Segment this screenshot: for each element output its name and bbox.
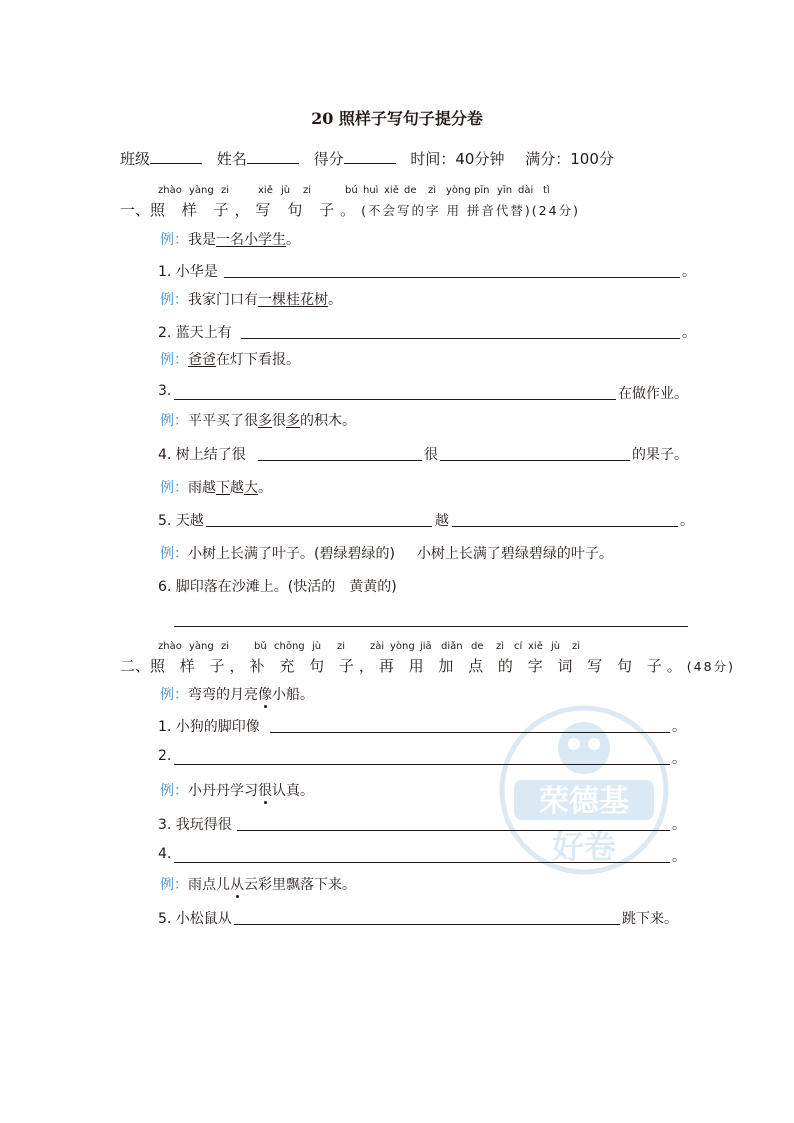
question-2-2	[158, 748, 171, 764]
example-4	[160, 410, 356, 430]
pinyin: jiā	[420, 641, 432, 652]
example-text: 的积木。	[300, 413, 356, 429]
example-text: 小树上长满了碧绿碧绿的叶子。	[416, 546, 613, 562]
example-text: 在灯下看报。	[216, 352, 300, 368]
question-1-4	[158, 444, 246, 464]
answer-line[interactable]	[174, 399, 616, 400]
pinyin: zhào	[158, 641, 182, 652]
answer-line[interactable]	[241, 338, 680, 339]
example-text: 。	[258, 480, 272, 496]
question-text: 6. 脚印落在沙滩上。(快活的 黄黄的)	[158, 579, 397, 595]
question-2-3	[158, 814, 232, 834]
example-underlined: 一名小学生	[216, 232, 286, 248]
example-text: 认真。	[272, 783, 314, 799]
pinyin: de	[471, 641, 484, 652]
answer-line[interactable]	[174, 862, 670, 863]
answer-line[interactable]	[452, 526, 678, 527]
example-label: 例：	[160, 877, 188, 893]
pinyin: jù	[281, 185, 291, 196]
pinyin: zi	[221, 185, 230, 196]
class-blank[interactable]	[150, 149, 202, 164]
question-1-5	[158, 510, 204, 530]
example-underlined: 多	[286, 413, 300, 429]
example-underlined: 多	[258, 413, 272, 429]
example-text: 。	[286, 232, 300, 248]
answer-line[interactable]	[440, 460, 630, 461]
example-label: 例：	[160, 783, 188, 799]
example-2-1	[160, 684, 314, 704]
question-1-2	[158, 322, 232, 342]
pinyin: xiě	[258, 185, 273, 196]
time-label: 时间：40分钟	[410, 150, 505, 168]
example-label: 例：	[160, 232, 188, 248]
example-text: 云彩里飘落下来。	[244, 877, 356, 893]
question-text: 1. 小华是	[158, 264, 218, 280]
pinyin: cí	[514, 641, 523, 652]
section-score: (24分)	[531, 203, 580, 218]
question-text: 2. 蓝天上有	[158, 325, 232, 341]
example-text: 平平买了很	[188, 413, 258, 429]
stamp-top-text: 荣德基	[539, 784, 629, 819]
answer-line[interactable]	[258, 460, 422, 461]
question-2-4	[158, 846, 171, 862]
section-title: 照 样 子，补 充 句 子，再 用 加 点 的 字 词 写 句 子。	[150, 657, 687, 675]
pinyin: zhào	[158, 185, 182, 196]
example-label: 例：	[160, 480, 188, 496]
pinyin: zài	[370, 641, 385, 652]
question-text: 2.	[158, 748, 172, 764]
question-end: 的果子。	[632, 447, 688, 463]
example-text: 小树上长满了叶子。(碧绿碧绿的)	[188, 546, 395, 562]
question-end: 。	[672, 719, 686, 735]
pinyin: dài	[518, 185, 534, 196]
question-end: 跳下来。	[622, 911, 678, 927]
example-text: 我是	[188, 232, 216, 248]
question-text: 5. 天越	[158, 513, 204, 529]
question-end: 。	[680, 513, 694, 529]
question-text: 4. 树上结了很	[158, 447, 246, 463]
dotted-word: 很	[258, 783, 272, 799]
pinyin: yòng	[390, 641, 415, 652]
example-2-3	[160, 874, 356, 894]
section1-heading	[120, 199, 580, 220]
score-blank[interactable]	[344, 149, 396, 164]
pinyin: de	[404, 185, 417, 196]
example-2	[160, 289, 342, 309]
example-text: 越	[230, 480, 244, 496]
score-label: 得分	[313, 150, 344, 168]
section-number: 一、	[120, 201, 151, 219]
example-underlined: 下	[216, 480, 230, 496]
question-text: 3.	[158, 383, 172, 399]
dotted-word: 像	[258, 687, 272, 703]
answer-line[interactable]	[234, 924, 620, 925]
name-blank[interactable]	[247, 149, 299, 164]
example-6	[160, 543, 613, 563]
example-5	[160, 477, 272, 497]
question-text: 很	[424, 447, 438, 463]
example-text: 小船。	[272, 687, 314, 703]
pinyin: yàng	[189, 185, 214, 196]
pinyin: xiě	[384, 185, 399, 196]
full-score-label: 满分：100分	[525, 150, 614, 168]
example-text: 弯弯的月亮	[188, 687, 258, 703]
info-row	[120, 148, 614, 169]
pinyin: yòng	[446, 185, 471, 196]
question-2-5	[158, 908, 232, 928]
watermark-stamp	[494, 700, 674, 880]
question-end: 。	[682, 264, 696, 280]
pinyin: jù	[312, 641, 322, 652]
example-text: 我家门口有	[188, 292, 258, 308]
question-text: 5. 小松鼠从	[158, 911, 232, 927]
pinyin: bǔ	[254, 641, 267, 652]
pinyin: yàng	[189, 641, 214, 652]
class-label: 班级	[120, 150, 151, 168]
dotted-word: 从	[230, 877, 244, 893]
question-1-3	[158, 383, 171, 399]
pinyin: chōng	[274, 641, 305, 652]
question-text: 4.	[158, 846, 172, 862]
pinyin: tì	[543, 185, 550, 196]
question-end: 。	[672, 817, 686, 833]
example-label: 例：	[160, 292, 188, 308]
section-note: (不会写的字 用 拼音代替)	[361, 203, 532, 218]
question-1-6	[158, 576, 397, 596]
question-1-1	[158, 261, 218, 281]
answer-line[interactable]	[224, 277, 680, 278]
section-score: (48分)	[686, 659, 735, 674]
example-underlined: 一棵桂花树	[258, 292, 328, 308]
example-label: 例：	[160, 352, 188, 368]
answer-line[interactable]	[174, 764, 670, 765]
answer-line[interactable]	[237, 830, 670, 831]
question-2-1	[158, 716, 260, 736]
example-text: 很	[272, 413, 286, 429]
question-text: 越	[435, 513, 449, 529]
page-title: 20 照样子写句子提分卷	[311, 109, 483, 128]
example-2-2	[160, 780, 314, 800]
pinyin: bú	[345, 185, 358, 196]
example-label: 例：	[160, 413, 188, 429]
pinyin: zì	[496, 641, 505, 652]
pinyin: zi	[221, 641, 230, 652]
pinyin: zì	[428, 185, 437, 196]
answer-line[interactable]	[270, 732, 670, 733]
pinyin: huì	[363, 185, 379, 196]
example-underlined: 爸爸	[188, 352, 216, 368]
section-title: 照 样 子，写 句 子。	[150, 201, 362, 219]
example-text: 小丹丹学习	[188, 783, 258, 799]
pinyin: pīn	[474, 185, 490, 196]
stamp-bottom-text: 好卷	[551, 828, 617, 866]
example-1	[160, 229, 300, 249]
section2-heading	[120, 655, 735, 676]
example-text: 雨点儿	[188, 877, 230, 893]
name-label: 姓名	[216, 150, 247, 168]
example-text: 。	[328, 292, 342, 308]
example-label: 例：	[160, 546, 188, 562]
answer-line[interactable]	[174, 626, 688, 627]
question-end: 在做作业。	[618, 386, 688, 402]
pinyin: zi	[572, 641, 581, 652]
pinyin: xiě	[528, 641, 543, 652]
pinyin: jù	[551, 641, 561, 652]
question-end: 。	[672, 849, 686, 865]
pinyin: zi	[303, 185, 312, 196]
question-end: 。	[672, 751, 686, 767]
pinyin: yīn	[497, 185, 513, 196]
section-number: 二、	[120, 657, 151, 675]
question-text: 1. 小狗的脚印像	[158, 719, 260, 735]
example-label: 例：	[160, 687, 188, 703]
question-text: 3. 我玩得很	[158, 817, 232, 833]
example-text: 雨越	[188, 480, 216, 496]
pinyin: diǎn	[441, 641, 463, 652]
example-3	[160, 349, 300, 369]
example-underlined: 大	[244, 480, 258, 496]
question-end: 。	[682, 325, 696, 341]
pinyin: zi	[337, 641, 346, 652]
answer-line[interactable]	[206, 526, 432, 527]
